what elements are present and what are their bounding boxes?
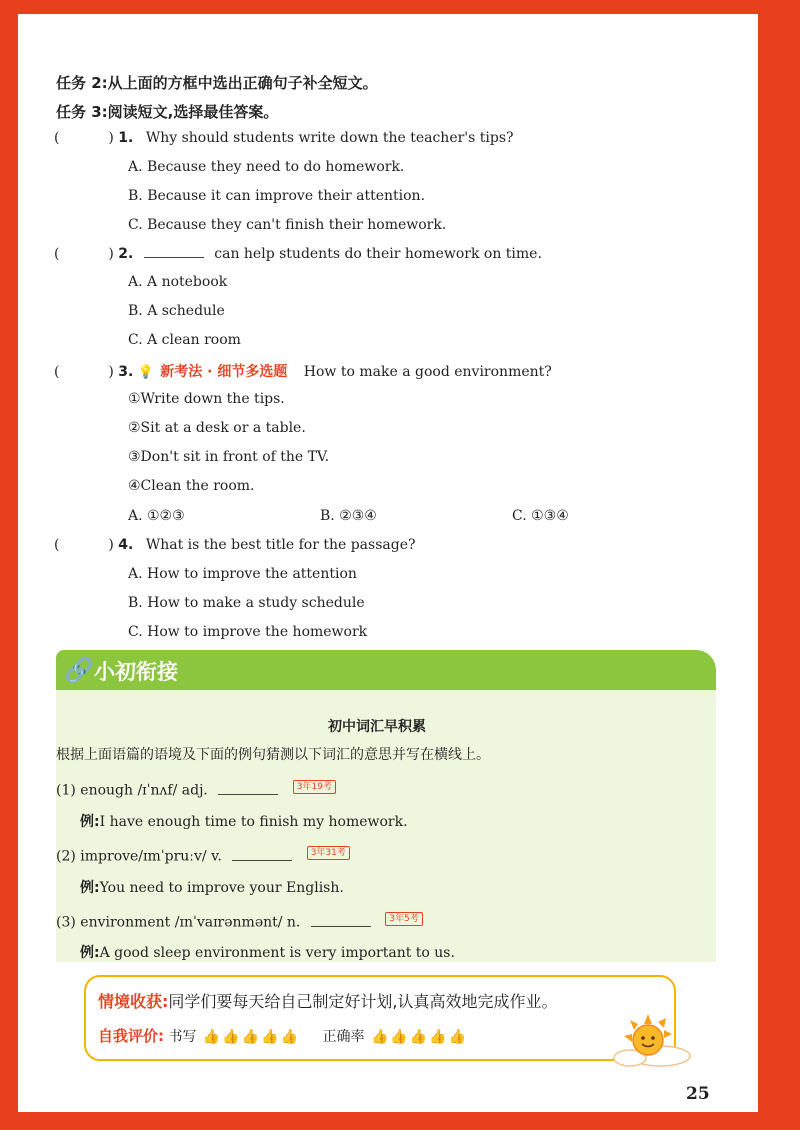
option-3b: B. ②③④ — [320, 508, 377, 524]
answer-paren-open: ( — [54, 130, 60, 146]
exam-frequency-tag: 3年19考 — [293, 780, 336, 794]
meaning-blank[interactable] — [232, 848, 292, 861]
option-1b: B. Because it can improve their attention. — [128, 188, 426, 204]
takeaway-text: 同学们要每天给自己制定好计划,认真高效地完成作业。 — [168, 992, 558, 1011]
lightbulb-icon: 💡 — [137, 365, 154, 380]
question-4 — [54, 537, 416, 553]
vocab-item-1 — [56, 780, 336, 799]
answer-paren-open: ( — [54, 364, 60, 380]
self-evaluation — [98, 1025, 468, 1046]
page-number: 25 — [686, 1084, 710, 1104]
option-2b: B. A schedule — [128, 303, 225, 319]
chain-link-icon: 🔗 — [64, 656, 94, 684]
answer-paren-close: ) — [108, 364, 114, 380]
sun-mascot-icon — [610, 1012, 692, 1068]
option-3c: C. ①③④ — [512, 508, 569, 524]
vocab-example-1 — [80, 811, 408, 831]
bottom-border-band — [0, 1112, 800, 1130]
answer-paren-close: ) — [108, 130, 114, 146]
question-number: 1. — [118, 130, 134, 146]
accuracy-label: 正确率 — [322, 1029, 365, 1045]
bridge-instruction: 根据上面语篇的语境及下面的例句猜测以下词汇的意思并写在横线上。 — [56, 747, 490, 763]
question-number: 4. — [118, 537, 134, 553]
answer-paren-open: ( — [54, 246, 60, 262]
task-2-instruction: 任务 2:从上面的方框中选出正确句子补全短文。 — [56, 74, 378, 92]
option-2c: C. A clean room — [128, 332, 241, 348]
vocab-item-2 — [56, 846, 350, 865]
vocab-example-2 — [80, 877, 344, 897]
example-label: 例: — [80, 814, 100, 830]
writing-label: 书写 — [168, 1029, 197, 1045]
accuracy-rating-thumbs-icon[interactable]: 👍👍👍👍👍 — [370, 1029, 469, 1045]
vocab-word: (3) environment /ɪnˈvaɪrənmənt/ n. — [56, 914, 301, 931]
meaning-blank[interactable] — [311, 914, 371, 927]
example-label: 例: — [80, 880, 100, 896]
statement-1: ①Write down the tips. — [128, 391, 285, 407]
option-1a: A. Because they need to do homework. — [128, 159, 405, 175]
vocab-word: (1) enough /ɪˈnʌf/ adj. — [56, 782, 208, 799]
statement-4: ④Clean the room. — [128, 478, 255, 494]
meaning-blank[interactable] — [218, 782, 278, 795]
bridge-section-title: 小初衔接 — [94, 660, 178, 684]
option-3a: A. ①②③ — [128, 508, 185, 524]
statement-2: ②Sit at a desk or a table. — [128, 420, 306, 436]
takeaway-label: 情境收获: — [98, 992, 169, 1011]
question-stem: What is the best title for the passage? — [145, 537, 416, 553]
example-label: 例: — [80, 945, 100, 961]
task-3-instruction: 任务 3:阅读短文,选择最佳答案。 — [56, 103, 279, 121]
self-eval-label: 自我评价: — [98, 1027, 164, 1045]
answer-paren-close: ) — [108, 246, 114, 262]
answer-paren-close: ) — [108, 537, 114, 553]
option-4c: C. How to improve the homework — [128, 624, 368, 640]
bridge-section-header — [56, 650, 716, 690]
question-3 — [54, 361, 552, 381]
writing-rating-thumbs-icon[interactable]: 👍👍👍👍👍 — [202, 1029, 301, 1045]
option-4b: B. How to make a study schedule — [128, 595, 365, 611]
example-sentence: I have enough time to finish my homework. — [99, 814, 408, 830]
right-border-band — [758, 0, 800, 1130]
option-1c: C. Because they can't finish their homework. — [128, 217, 447, 233]
new-method-badge: 新考法 · 细节多选题 — [160, 364, 288, 380]
question-number: 3. — [118, 364, 134, 380]
question-2 — [54, 245, 542, 262]
option-4a: A. How to improve the attention — [128, 566, 357, 582]
bridge-subtitle: 初中词汇早积累 — [328, 719, 426, 735]
answer-paren-open: ( — [54, 537, 60, 553]
question-stem: can help students do their homework on time. — [214, 246, 542, 262]
vocab-example-3 — [80, 942, 455, 962]
vocab-item-3 — [56, 912, 423, 931]
question-1 — [54, 130, 514, 146]
fill-blank[interactable] — [144, 245, 204, 258]
question-number: 2. — [118, 246, 134, 262]
question-stem: Why should students write down the teacher's tips? — [145, 130, 514, 146]
summary-box — [84, 975, 676, 1061]
example-sentence: You need to improve your English. — [99, 880, 344, 896]
statement-3: ③Don't sit in front of the TV. — [128, 449, 330, 465]
exam-frequency-tag: 3年5考 — [385, 912, 422, 926]
vocab-word: (2) improve/ɪmˈpruːv/ v. — [56, 848, 222, 865]
exam-frequency-tag: 3年31考 — [307, 846, 350, 860]
example-sentence: A good sleep environment is very important to us. — [99, 945, 455, 961]
question-stem: How to make a good environment? — [303, 364, 552, 380]
option-2a: A. A notebook — [128, 274, 228, 290]
context-takeaway — [98, 989, 558, 1012]
